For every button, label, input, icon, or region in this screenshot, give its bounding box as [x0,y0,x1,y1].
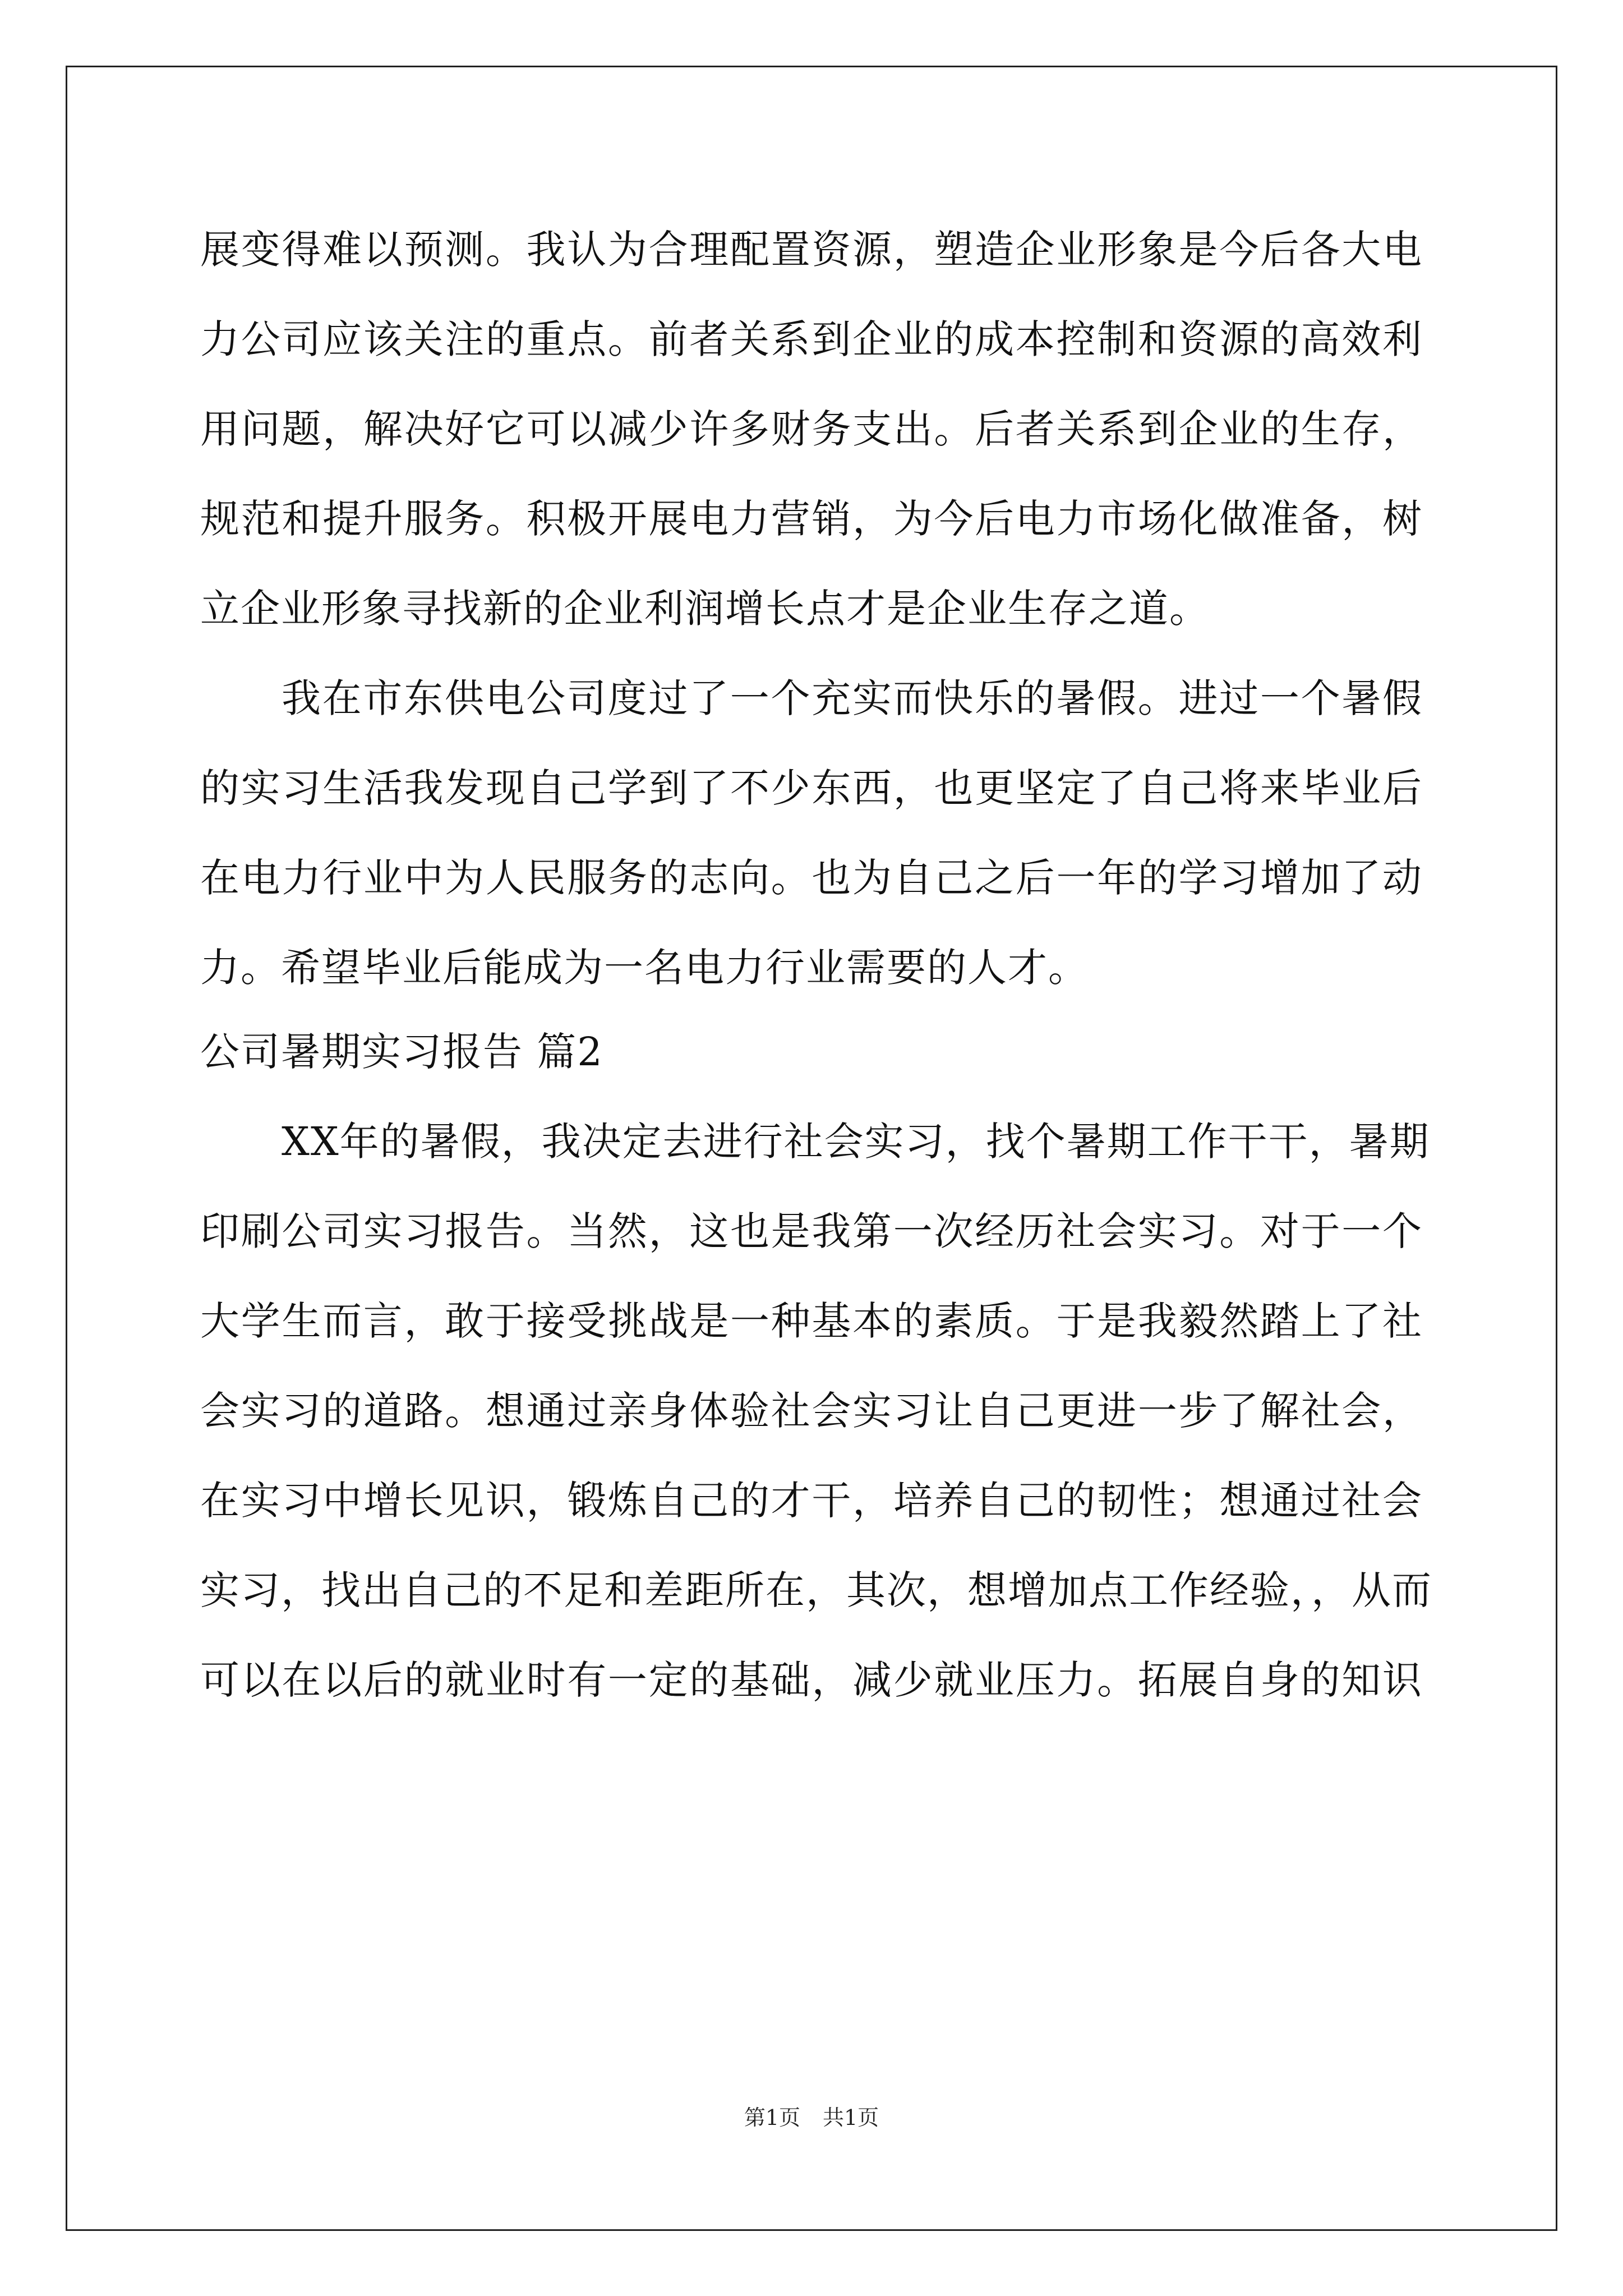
text-line: 立企业形象寻找新的企业利润增长点才是企业生存之道。 [200,586,1210,632]
text-line: 会实习的道路。想通过亲身体验社会实习让自己更进一步了解社会， [200,1388,1423,1434]
text-line: 展变得难以预测。我认为合理配置资源，塑造企业形象是今后各大电 [200,227,1423,273]
text-line: 力公司应该关注的重点。前者关系到企业的成本控制和资源的高效利 [200,316,1423,362]
text-line: 在实习中增长见识，锻炼自己的才干，培养自己的韧性；想通过社会 [200,1478,1423,1524]
section-heading: 公司暑期实习报告 篇2 [200,1029,603,1075]
text-line: 用问题，解决好它可以减少许多财务支出。后者关系到企业的生存， [200,406,1423,452]
text-line: 印刷公司实习报告。当然，这也是我第一次经历社会实习。对于一个 [200,1208,1423,1254]
text-line: 规范和提升服务。积极开展电力营销，为今后电力市场化做准备，树 [200,496,1423,542]
text-line: 可以在以后的就业时有一定的基础，减少就业压力。拓展自身的知识 [200,1657,1423,1703]
page-total: 共1页 [823,2105,879,2130]
page-footer [0,2104,1623,2132]
text-line: 实习，找出自己的不足和差距所在，其次，想增加点工作经验，，从而 [200,1567,1432,1613]
paragraph-first-line: 我在市东供电公司度过了一个充实而快乐的暑假。进过一个暑假 [282,675,1423,721]
paragraph-first-line: XX年的暑假，我决定去进行社会实习，找个暑期工作干干，暑期 [282,1119,1430,1165]
text-line: 力。希望毕业后能成为一名电力行业需要的人才。 [200,945,1089,991]
text-line: 大学生而言，敢于接受挑战是一种基本的素质。于是我毅然踏上了社 [200,1298,1423,1344]
text-line: 在电力行业中为人民服务的志向。也为自己之后一年的学习增加了动 [200,855,1423,901]
text-line: 的实习生活我发现自己学到了不少东西，也更坚定了自己将来毕业后 [200,765,1423,811]
page-number: 第1页 [744,2105,800,2130]
